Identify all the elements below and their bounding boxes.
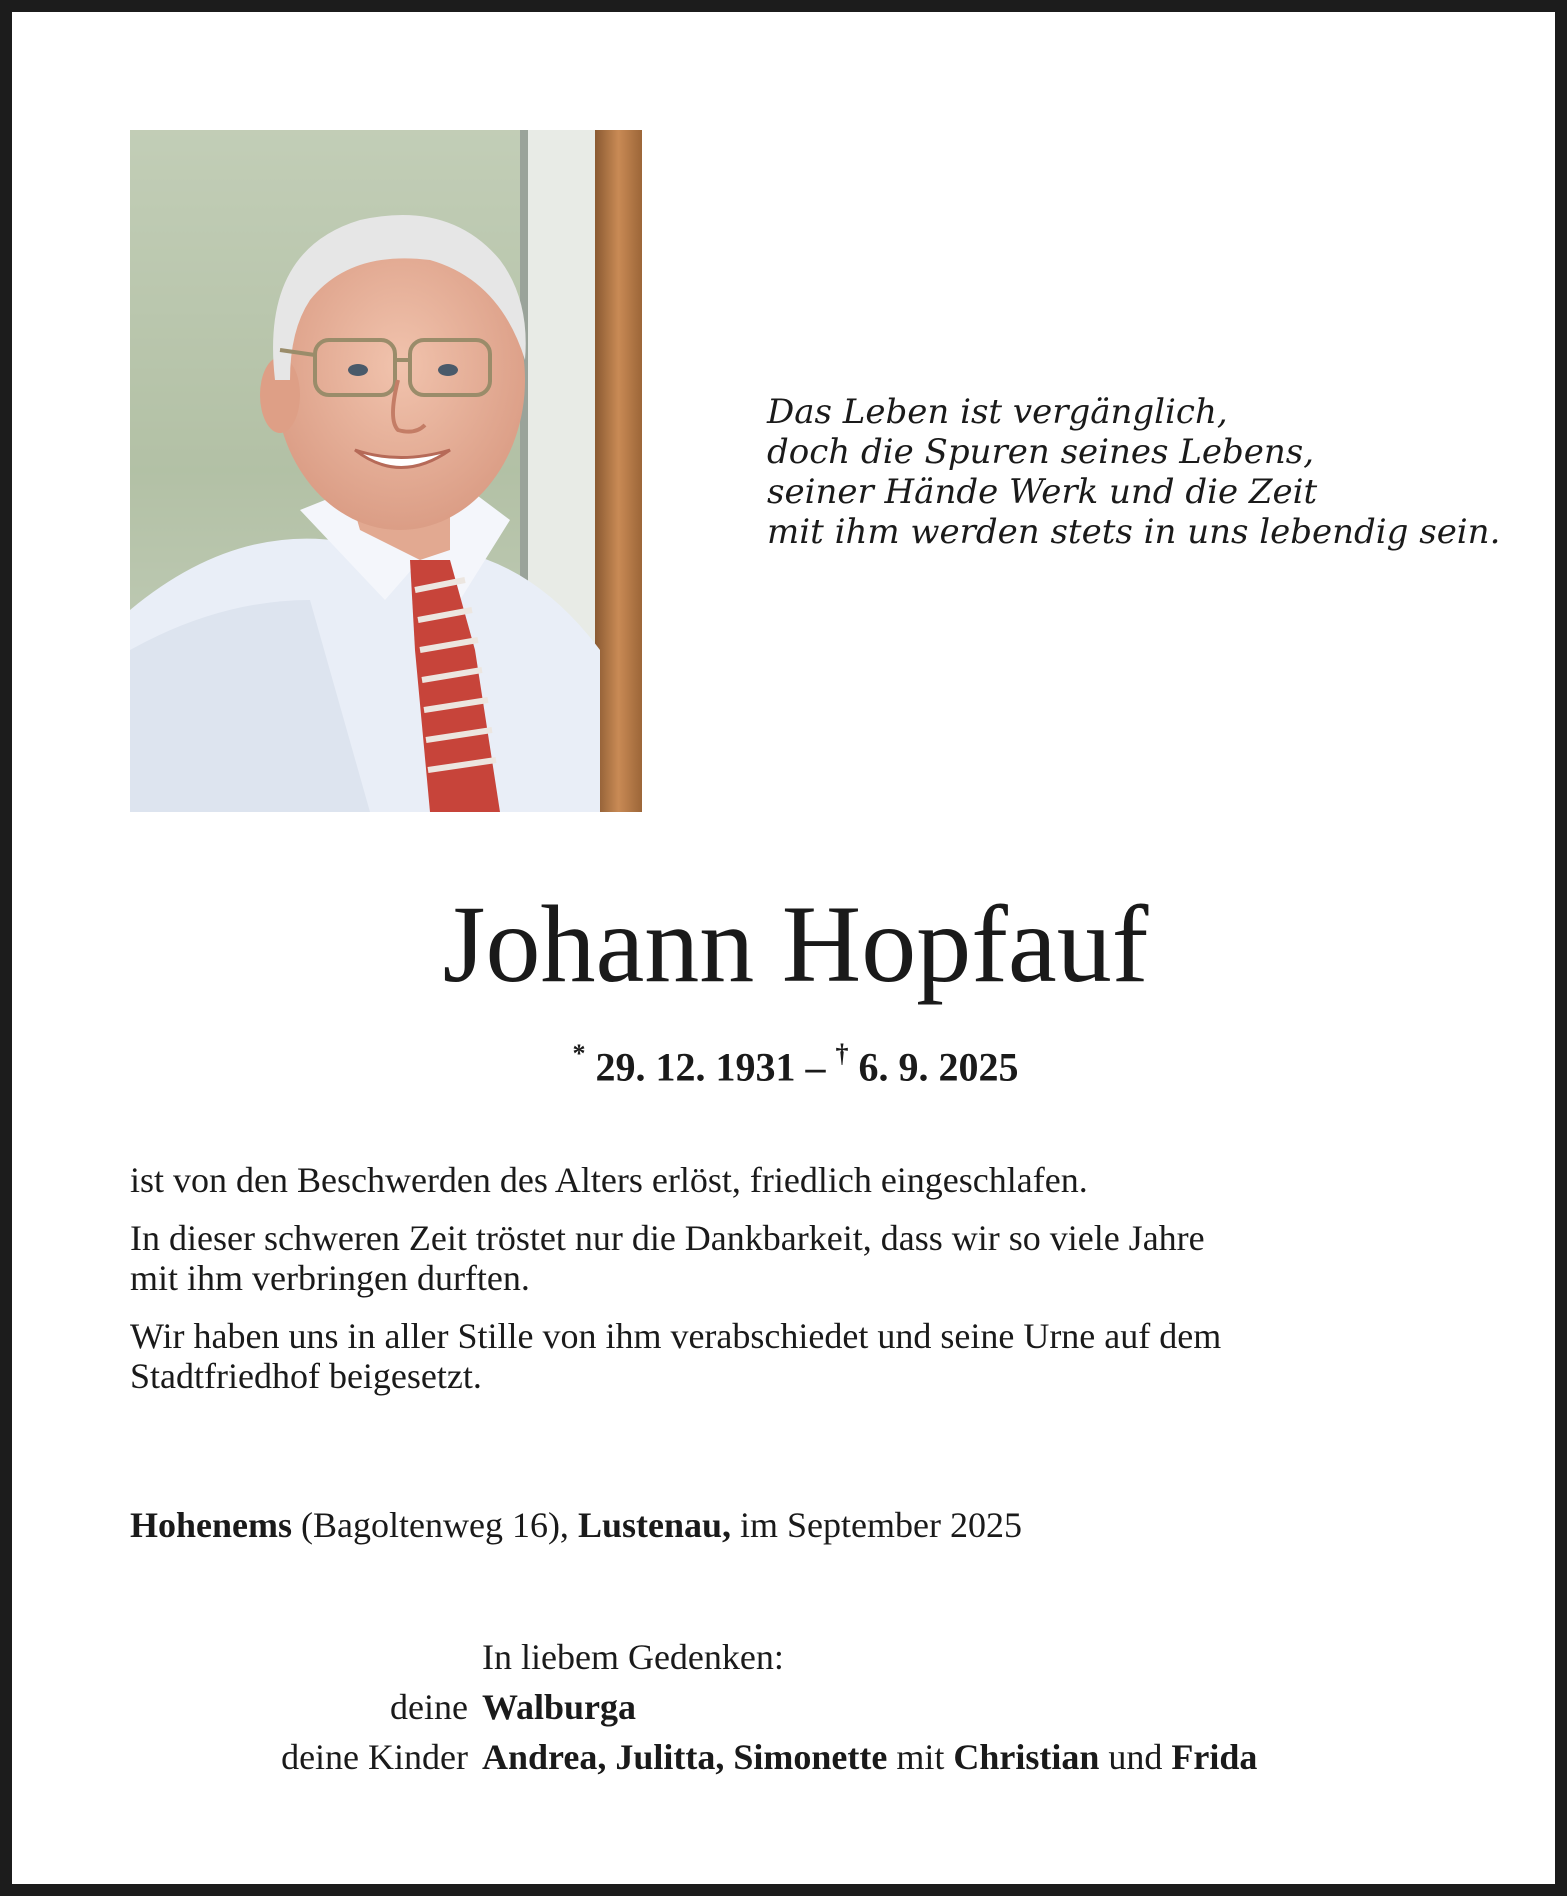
partner-name: Frida	[1171, 1737, 1258, 1777]
joiner: und	[1108, 1737, 1163, 1777]
relation-label: deine	[390, 1687, 468, 1727]
paragraph-line: Stadtfriedhof beigesetzt.	[130, 1356, 482, 1396]
mourner-names: Andrea, Julitta, Simonette	[482, 1737, 888, 1777]
mourner-row	[130, 1682, 1470, 1732]
mourners-heading: In liebem Gedenken:	[482, 1637, 784, 1677]
date-separator: –	[805, 1044, 826, 1090]
town-lustenau: Lustenau,	[577, 1505, 731, 1545]
paragraph-line: mit ihm verbringen durften.	[130, 1258, 530, 1298]
memorial-quote	[767, 392, 1501, 552]
address: (Bagoltenweg 16),	[301, 1505, 569, 1545]
paragraph	[130, 1218, 1460, 1298]
quote-line: Das Leben ist vergänglich,	[767, 392, 1228, 432]
portrait-illustration	[130, 130, 642, 812]
birth-star-icon: *	[572, 1039, 586, 1068]
paragraph	[130, 1316, 1460, 1396]
quote-line: doch die Spuren seines Lebens,	[767, 432, 1315, 472]
life-dates	[12, 1034, 1567, 1091]
place-date-line	[130, 1504, 1460, 1546]
birth-date: 29. 12. 1931	[595, 1044, 796, 1090]
month-year: im September 2025	[740, 1505, 1022, 1545]
paragraph-line: In dieser schweren Zeit tröstet nur die Dankbarkeit, dass wir so viele Jahre	[130, 1218, 1205, 1258]
death-date: 6. 9. 2025	[858, 1044, 1019, 1090]
death-cross-icon: †	[835, 1039, 849, 1068]
joiner: mit	[896, 1737, 945, 1777]
quote-line: mit ihm werden stets in uns lebendig sein.	[767, 512, 1501, 552]
town-hohenems: Hohenems	[130, 1505, 292, 1545]
paragraph	[130, 1160, 1460, 1200]
deceased-name: Johann Hopfauf	[442, 883, 1149, 1005]
mourner-names: Walburga	[482, 1687, 637, 1727]
portrait-photo	[130, 130, 642, 812]
relation-label: deine Kinder	[281, 1737, 468, 1777]
mourner-row	[130, 1732, 1470, 1782]
mourners-block	[130, 1632, 1470, 1782]
obituary-text	[130, 1160, 1460, 1414]
paragraph-line: Wir haben uns in aller Stille von ihm verabschiedet und seine Urne auf dem	[130, 1316, 1222, 1356]
paragraph-line: ist von den Beschwerden des Alters erlöst, friedlich eingeschlafen.	[130, 1160, 1088, 1200]
quote-line: seiner Hände Werk und die Zeit	[767, 472, 1318, 512]
mourners-heading-row	[130, 1632, 1470, 1682]
partner-name: Christian	[953, 1737, 1100, 1777]
